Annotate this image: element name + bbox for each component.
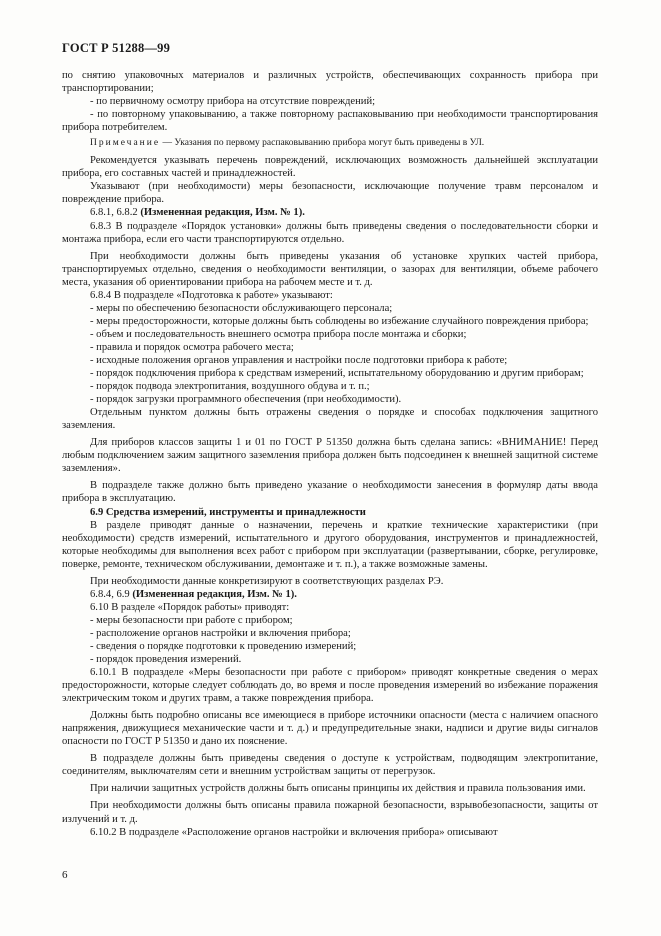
paragraph: 6.8.4 В подразделе «Подготовка к работе» указывают:: [90, 289, 333, 301]
paragraph: 6.10 В разделе «Порядок работы» приводят:: [90, 601, 290, 613]
list-item: - порядок загрузки программного обеспечения (при необходимости).: [90, 394, 402, 406]
paragraph: При наличии защитных устройств должны быть описаны принципы их действия и правила пользования ими.: [90, 783, 586, 795]
amendment-number: 6.8.1, 6.8.2: [90, 207, 141, 219]
list-item: - меры по обеспечению безопасности обслуживающего персонала;: [90, 302, 393, 314]
paragraph: по снятию упаковочных материалов и различных устройств, обеспечивающих сохранность прибора при транспортировании;: [62, 70, 598, 95]
paragraph: В разделе приводят данные о назначении, перечень и краткие технические характеристики (при необходимости) средств измерений, испытательного и другого оборудования, инструментов и принадлежностей, которые необходимы для выполнения всех работ с прибором при эксплуатации (развертывании, сборке, регулировке, поверке, ремонте, техническом обслуживании, демонтаже и т. п.), а также возможные замены.: [62, 519, 598, 570]
list-item: - объем и последовательность внешнего осмотра прибора после монтажа и сборки;: [90, 328, 467, 340]
document-body: [62, 69, 598, 839]
section-heading-text: 6.9 Средства измерений, инструменты и принадлежности: [90, 506, 366, 518]
list-item: - исходные положения органов управления и настройки после подготовки прибора к работе;: [90, 354, 508, 366]
paragraph: В подразделе также должно быть приведено указание о необходимости занесения в формуляр даты ввода прибора в эксплуатацию.: [62, 480, 598, 505]
amendment-number: 6.8.4, 6.9: [90, 588, 133, 600]
amendment-text: (Измененная редакция, Изм. № 1).: [132, 588, 297, 600]
paragraph: Отдельным пунктом должны быть отражены сведения о порядке и способах подключения защитного заземления.: [62, 407, 598, 432]
paragraph: Для приборов классов защиты 1 и 01 по ГОСТ Р 51350 должна быть сделана запись: «ВНИМАНИЕ! Перед любым подключением зажим защитного заземления прибора должен быть подсоединен к внешней защитной системе заземления».: [62, 437, 598, 475]
document-header: ГОСТ Р 51288—99: [62, 41, 171, 55]
amendment-note: [62, 588, 598, 601]
paragraph: В подразделе должны быть приведены сведения о доступе к устройствам, подводящим электропитание, соединителям, выключателям сети и внешним устройствам защиты от перегрузок.: [62, 753, 598, 778]
paragraph: При необходимости должны быть описаны правила пожарной безопасности, взрывобезопасности, защиты от излучений и т. д.: [62, 800, 598, 825]
list-item: - порядок подвода электропитания, воздушного обдува и т. п.;: [90, 381, 370, 393]
note-label: Примечание: [90, 138, 161, 149]
section-heading: [62, 506, 598, 519]
list-item: - расположение органов настройки и включения прибора;: [90, 627, 351, 639]
list-item: - по первичному осмотру прибора на отсутствие повреждений;: [90, 96, 376, 108]
list-item: - меры предосторожности, которые должны быть соблюдены во избежание случайного повреждения прибора;: [90, 315, 589, 327]
note: [62, 137, 598, 150]
paragraph: 6.10.1 В подразделе «Меры безопасности при работе с прибором» приводят конкретные сведения о мерах предосторожности, которые следует соблюдать до, во время и после проведения измерений во избежание поражения электрическим током и других травм, а также повреждения прибора.: [62, 667, 598, 705]
list-item: - сведения о порядке подготовки к проведению измерений;: [90, 640, 357, 652]
paragraph: При необходимости данные конкретизируют в соответствующих разделах РЭ.: [90, 575, 444, 587]
paragraph: Рекомендуется указывать перечень повреждений, исключающих возможность дальнейшей эксплуатации прибора, его составных частей и принадлежностей.: [62, 155, 598, 180]
paragraph: 6.8.3 В подразделе «Порядок установки» должны быть приведены сведения о последовательности сборки и монтажа прибора, если его части транспортируются отдельно.: [62, 220, 598, 245]
amendment-note: [62, 206, 598, 219]
paragraph: 6.10.2 В подразделе «Расположение органов настройки и включения прибора» описывают: [90, 826, 498, 838]
list-item: - порядок проведения измерений.: [90, 654, 242, 666]
note-text: — Указания по первому распаковыванию прибора могут быть приведены в УЛ.: [160, 138, 485, 149]
list-item: - правила и порядок осмотра рабочего места;: [90, 341, 294, 353]
paragraph: Должны быть подробно описаны все имеющиеся в приборе источники опасности (места с наличием опасного напряжения, движущиеся механические части и т. д.) и предупредительные знаки, надписи и другие виды сигналов опасности по ГОСТ Р 51350 и дано их пояснение.: [62, 710, 598, 748]
amendment-text: (Измененная редакция, Изм. № 1).: [140, 207, 305, 219]
list-item: - порядок подключения прибора к средствам измерений, испытательному оборудованию и другим приборам;: [90, 368, 584, 380]
list-item: - меры безопасности при работе с прибором;: [90, 614, 293, 626]
paragraph: Указывают (при необходимости) меры безопасности, исключающие получение травм персоналом и повреждение прибора.: [62, 181, 598, 206]
list-item: - по повторному упаковыванию, а также повторному распаковыванию при необходимости транспортирования прибора потребителем.: [62, 109, 598, 134]
paragraph: При необходимости должны быть приведены указания об установке хрупких частей прибора, транспортируемых отдельно, сведения о необходимости вентиляции, о зазорах для вентиляции, объеме рабочего места, указания об ориентировании прибора на рабочем месте и т. д.: [62, 250, 598, 288]
page-number: 6: [62, 869, 68, 881]
